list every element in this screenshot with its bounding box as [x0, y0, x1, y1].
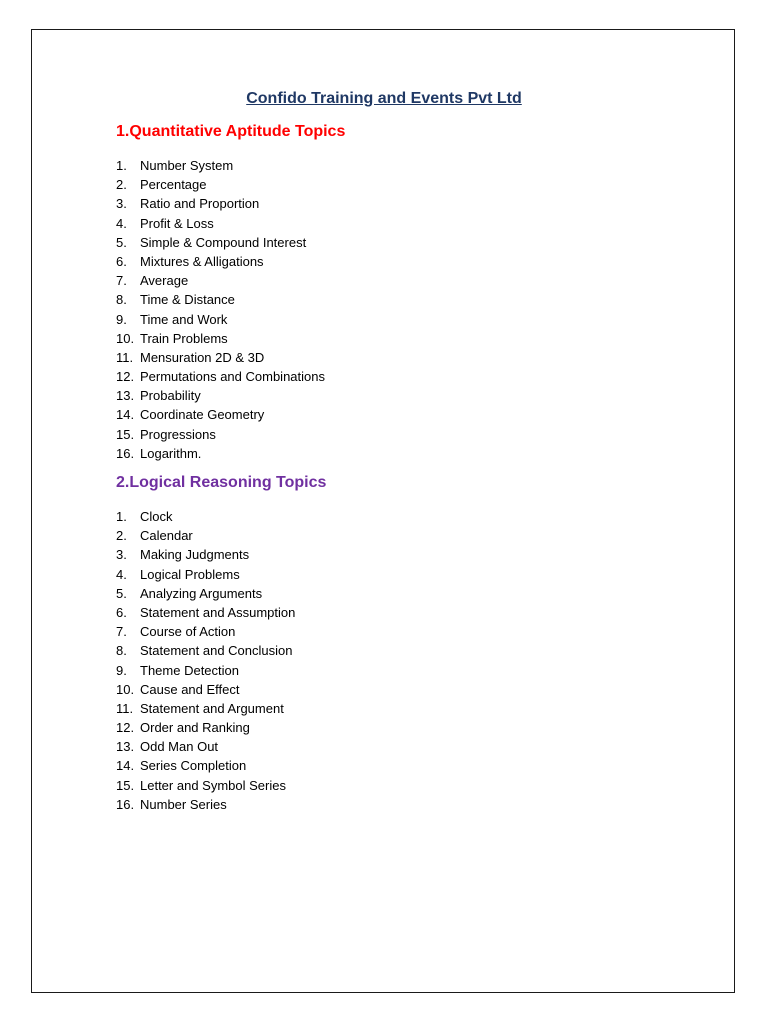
list-item-number: 13. — [116, 388, 135, 404]
list-item — [116, 329, 325, 348]
list-item-text: Logarithm. — [140, 445, 202, 461]
list-item — [116, 737, 295, 756]
list-item-number: 6. — [116, 253, 127, 269]
list-item — [116, 756, 295, 775]
list-item — [116, 603, 295, 622]
list-item-text: Odd Man Out — [140, 739, 219, 755]
list-item-number: 8. — [116, 292, 127, 308]
list-item-number: 14. — [116, 407, 135, 423]
list-item-text: Profit & Loss — [140, 215, 214, 231]
list-item-text: Time & Distance — [140, 292, 235, 308]
list-item — [116, 367, 325, 386]
list-item-text: Letter and Symbol Series — [140, 777, 286, 793]
list-item-number: 1. — [116, 509, 127, 524]
list-item-number: 8. — [116, 643, 127, 659]
list-item — [116, 214, 325, 233]
list-item — [116, 348, 325, 367]
list-item — [116, 405, 325, 424]
list-item-number: 13. — [116, 739, 135, 755]
list-item-number: 10. — [116, 330, 135, 346]
list-item — [116, 194, 325, 213]
list-item-text: Number Series — [140, 796, 227, 812]
list-item — [116, 680, 295, 699]
document-title-text: Confido Training and Events Pvt Ltd — [246, 90, 522, 107]
list-item-text: Average — [140, 273, 189, 289]
list-item-text: Calendar — [140, 528, 193, 544]
list-item-text: Percentage — [140, 177, 207, 193]
list-item-text: Order and Ranking — [140, 720, 250, 736]
list-item-text: Mensuration 2D & 3D — [140, 349, 265, 365]
list-item-text: Statement and Assumption — [140, 604, 296, 620]
list-item-number: 12. — [116, 720, 135, 736]
list-item — [116, 526, 295, 545]
list-item-number: 9. — [116, 662, 127, 678]
list-item-text: Mixtures & Alligations — [140, 253, 264, 269]
list-item — [116, 252, 325, 271]
list-item — [116, 795, 295, 814]
list-item-text: Course of Action — [140, 624, 236, 640]
list-item — [116, 507, 295, 526]
list-item-text: Progressions — [140, 426, 216, 442]
document-title — [32, 90, 736, 108]
list-item-text: Theme Detection — [140, 662, 239, 678]
list-item — [116, 233, 325, 252]
list-item-number: 7. — [116, 273, 127, 289]
list-item — [116, 622, 295, 641]
list-item-number: 4. — [116, 566, 127, 582]
list-item — [116, 699, 295, 718]
list-item — [116, 718, 295, 737]
list-item-text: Time and Work — [140, 311, 228, 327]
list-item-text: Simple & Compound Interest — [140, 234, 307, 250]
list-item-text: Permutations and Combinations — [140, 369, 325, 385]
list-item-text: Statement and Conclusion — [140, 643, 293, 659]
list-item — [116, 156, 325, 175]
list-item-text: Making Judgments — [140, 547, 250, 563]
list-item-text: Clock — [140, 509, 173, 524]
list-item — [116, 310, 325, 329]
list-item — [116, 175, 325, 194]
list-item-number: 7. — [116, 624, 127, 640]
list-item-number: 6. — [116, 604, 127, 620]
list-item-number: 11. — [116, 349, 134, 365]
list-item-text: Analyzing Arguments — [140, 585, 263, 601]
list-item-number: 15. — [116, 426, 135, 442]
list-item-text: Ratio and Proportion — [140, 196, 260, 212]
list-item-text: Statement and Argument — [140, 700, 284, 716]
list-item-text: Coordinate Geometry — [140, 407, 265, 423]
list-item-number: 16. — [116, 445, 135, 461]
list-item — [116, 386, 325, 405]
list-item-number: 16. — [116, 796, 135, 812]
list-item-number: 14. — [116, 758, 135, 774]
list-item — [116, 776, 295, 795]
list-item-text: Probability — [140, 388, 201, 404]
list-item-number: 2. — [116, 177, 127, 193]
list-item-number: 3. — [116, 196, 127, 212]
list-item-text: Logical Problems — [140, 566, 240, 582]
list-item-number: 12. — [116, 369, 135, 385]
list-item-text: Number System — [140, 158, 234, 173]
list-item — [116, 641, 295, 660]
list-item — [116, 425, 325, 444]
list-item-number: 2. — [116, 528, 127, 544]
logical-topic-list — [116, 507, 295, 814]
list-item — [116, 565, 295, 584]
list-item-text: Train Problems — [140, 330, 228, 346]
list-item-number: 4. — [116, 215, 127, 231]
list-item — [116, 584, 295, 603]
list-item-text: Series Completion — [140, 758, 247, 774]
list-item-number: 3. — [116, 547, 127, 563]
list-item-number: 15. — [116, 777, 135, 793]
section-heading-logical: 2.Logical Reasoning Topics — [116, 474, 327, 491]
list-item-number: 5. — [116, 234, 127, 250]
list-item-number: 1. — [116, 158, 127, 173]
list-item — [116, 444, 325, 463]
list-item — [116, 661, 295, 680]
section-heading-quantitative: 1.Quantitative Aptitude Topics — [116, 123, 346, 140]
list-item — [116, 545, 295, 564]
list-item-text: Cause and Effect — [140, 681, 240, 697]
list-item-number: 5. — [116, 585, 127, 601]
quantitative-topic-list — [116, 156, 325, 463]
list-item — [116, 271, 325, 290]
document-page — [31, 29, 735, 993]
list-item-number: 10. — [116, 681, 135, 697]
list-item — [116, 290, 325, 309]
list-item-number: 11. — [116, 700, 134, 716]
list-item-number: 9. — [116, 311, 127, 327]
